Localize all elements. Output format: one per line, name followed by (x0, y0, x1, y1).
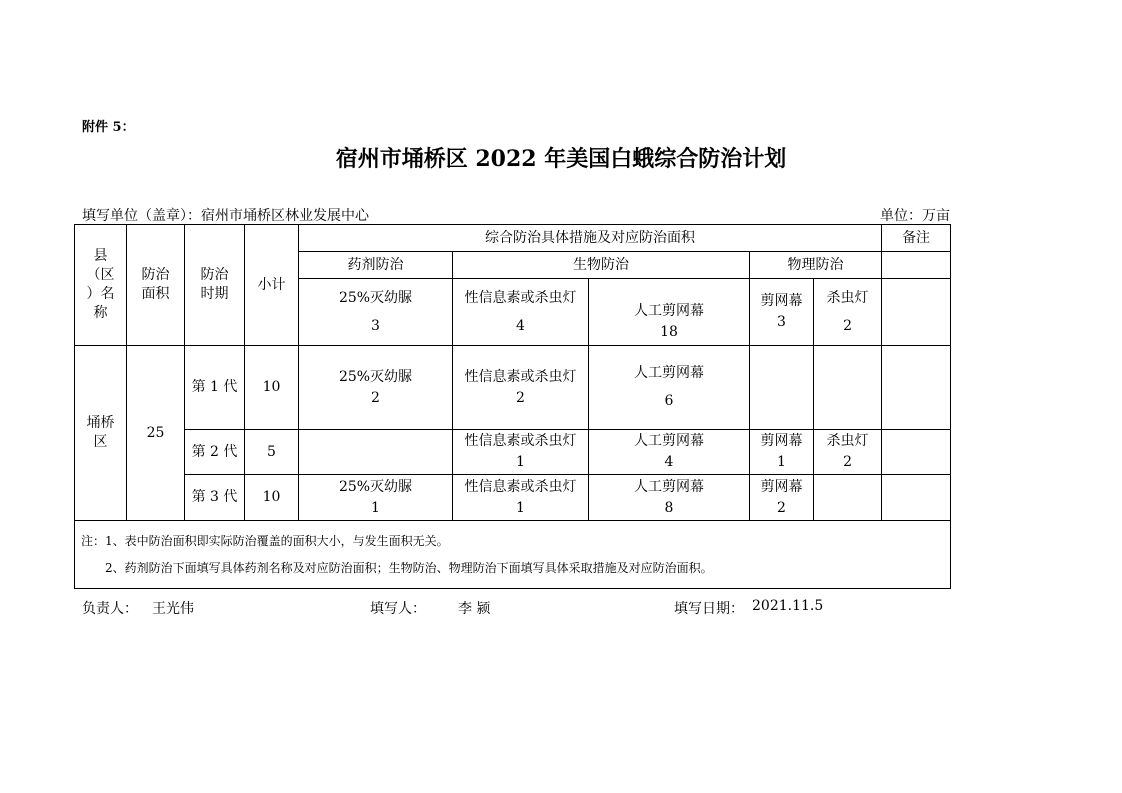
attachment-label: 附件 5： (82, 120, 135, 135)
total-bio-2: 人工剪网幕 18 (589, 279, 750, 346)
total-phys-2: 杀虫灯 2 (814, 279, 882, 346)
chem-cell (299, 430, 453, 475)
table-notes (75, 521, 951, 589)
date-label: 填写日期： (674, 601, 744, 617)
header-period: 防治 时期 (185, 225, 245, 346)
header-subtotal: 小计 (245, 225, 299, 346)
header-biological: 生物防治 (453, 252, 750, 279)
phys1-cell: 剪网幕 2 (750, 475, 814, 521)
remarks-cell (882, 346, 951, 430)
note-2: 2、药剂防治下面填写具体药剂名称及对应防治面积；生物防治、物理防治下面填写具体采取措施及对应防治面积。 (105, 560, 713, 575)
bio2-cell: 人工剪网幕 4 (589, 430, 750, 475)
plan-table-body (74, 224, 951, 589)
area-value: 25 (127, 346, 185, 521)
table-row (75, 430, 951, 475)
header-measures: 综合防治具体措施及对应防治面积 (299, 225, 882, 252)
table-row (75, 346, 951, 430)
phys1-cell: 剪网幕 1 (750, 430, 814, 475)
total-bio-1: 性信息素或杀虫灯 4 (453, 279, 589, 346)
phys1-cell (750, 346, 814, 430)
bio1-cell: 性信息素或杀虫灯 1 (453, 430, 589, 475)
page-title: 宿州市埇桥区 2022 年美国白蛾综合防治计划 (335, 146, 787, 172)
subtotal-cell: 5 (245, 430, 299, 475)
bio1-cell: 性信息素或杀虫灯 1 (453, 475, 589, 521)
header-remarks: 备注 (882, 225, 951, 252)
header-county: 县 （区 ）名 称 (75, 225, 127, 346)
phys2-cell: 杀虫灯 2 (814, 430, 882, 475)
chem-cell: 25%灭幼脲 1 (299, 475, 453, 521)
note-1: 注：1、表中防治面积即实际防治覆盖的面积大小，与发生面积无关。 (81, 534, 449, 549)
unit-label: 单位：万亩 (880, 208, 950, 224)
bio2-cell: 人工剪网幕 6 (589, 346, 750, 430)
table-row (75, 475, 951, 521)
bio1-cell: 性信息素或杀虫灯 2 (453, 346, 589, 430)
total-chemical: 25%灭幼脲 3 (299, 279, 453, 346)
responsible-label: 负责人： (82, 601, 138, 617)
filler-name: 李 颍 (458, 601, 491, 617)
header-remarks-empty (882, 252, 951, 279)
total-remarks (882, 279, 951, 346)
responsible-name: 王光伟 (152, 601, 194, 617)
period-cell: 第 3 代 (185, 475, 245, 521)
header-physical: 物理防治 (750, 252, 882, 279)
period-cell: 第 1 代 (185, 346, 245, 430)
header-area: 防治 面积 (127, 225, 185, 346)
filler-label: 填写人： (370, 601, 426, 617)
date-value: 2021.11.5 (752, 598, 824, 614)
phys2-cell (814, 346, 882, 430)
total-phys-1: 剪网幕 3 (750, 279, 814, 346)
header-chemical: 药剂防治 (299, 252, 453, 279)
fill-unit: 填写单位（盖章）：宿州市埇桥区林业发展中心 (82, 208, 369, 224)
chem-cell: 25%灭幼脲 2 (299, 346, 453, 430)
remarks-cell (882, 430, 951, 475)
period-cell: 第 2 代 (185, 430, 245, 475)
subtotal-cell: 10 (245, 346, 299, 430)
subtotal-cell: 10 (245, 475, 299, 521)
bio2-cell: 人工剪网幕 8 (589, 475, 750, 521)
phys2-cell (814, 475, 882, 521)
remarks-cell (882, 475, 951, 521)
county-name: 埇桥 区 (75, 346, 127, 521)
